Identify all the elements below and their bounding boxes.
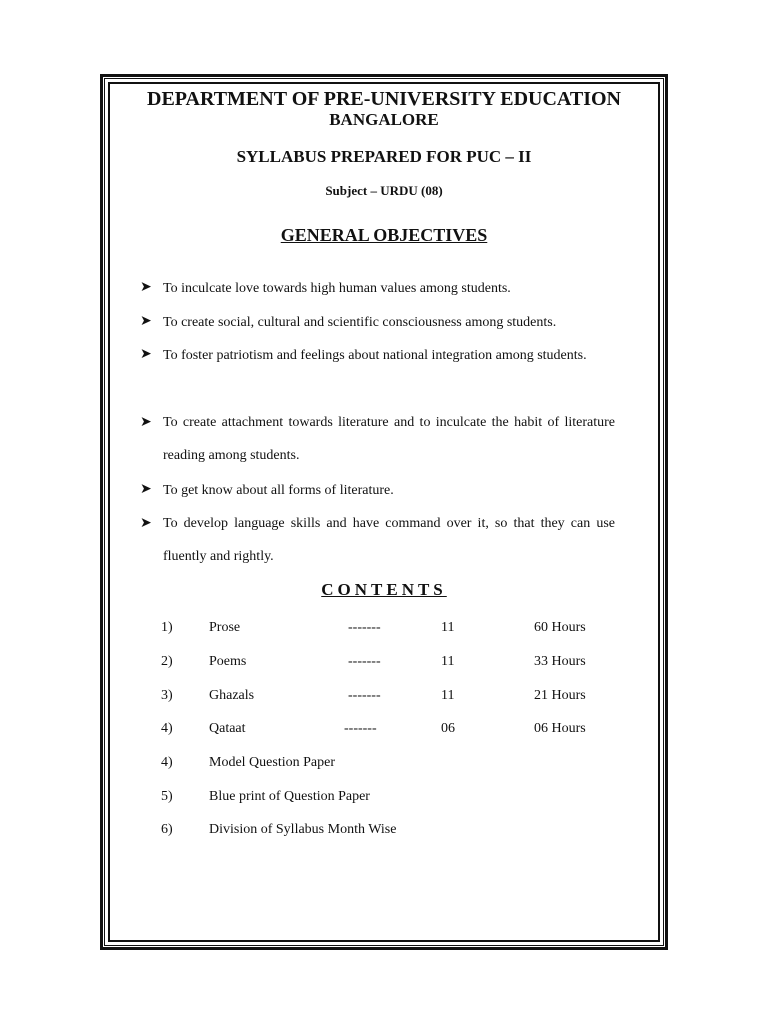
row-item: Poems [209, 654, 247, 669]
row-hours: 21 Hours [534, 688, 586, 703]
objective-item: To inculcate love towards high human values among students. [163, 281, 511, 296]
row-dash: ------- [348, 654, 381, 669]
row-item: Division of Syllabus Month Wise [209, 822, 397, 837]
contents-row [0, 688, 768, 708]
arrow-bullet-icon: ➤ [140, 516, 152, 531]
row-dash: ------- [344, 721, 377, 736]
objective-item: To develop language skills and have command over it, so that they can use fluently and rightly. [163, 516, 615, 564]
row-item: Ghazals [209, 688, 255, 703]
row-number: 2) [161, 654, 173, 669]
row-count: 11 [441, 654, 455, 669]
objectives-title: GENERAL OBJECTIVES [280, 225, 488, 245]
objective-item: To foster patriotism and feelings about national integration among students. [163, 348, 587, 363]
contents-row [0, 755, 768, 775]
row-dash: ------- [348, 688, 381, 703]
row-number: 5) [161, 789, 173, 804]
row-number: 4) [161, 755, 173, 770]
arrow-bullet-icon: ➤ [140, 314, 152, 329]
contents-row [0, 620, 768, 640]
department-heading: DEPARTMENT OF PRE-UNIVERSITY EDUCATION [147, 88, 621, 110]
objective-item: To create attachment towards literature and to inculcate the habit of literature reading among students. [163, 415, 615, 463]
row-item: Prose [209, 620, 241, 635]
arrow-bullet-icon: ➤ [140, 482, 152, 497]
row-count: 11 [441, 688, 455, 703]
row-item: Model Question Paper [209, 755, 335, 770]
contents-row [0, 721, 768, 741]
arrow-bullet-icon: ➤ [140, 280, 152, 295]
contents-title: CONTENTS [321, 580, 447, 599]
contents-row [0, 654, 768, 674]
contents-row [0, 789, 768, 809]
row-hours: 06 Hours [534, 721, 586, 736]
row-count: 06 [441, 721, 455, 736]
row-count: 11 [441, 620, 455, 635]
row-hours: 33 Hours [534, 654, 586, 669]
row-number: 6) [161, 822, 173, 837]
row-item: Qataat [209, 721, 246, 736]
objective-item: To create social, cultural and scientific consciousness among students. [163, 315, 557, 330]
arrow-bullet-icon: ➤ [140, 415, 152, 430]
objective-item: To get know about all forms of literature. [163, 483, 394, 498]
row-dash: ------- [348, 620, 381, 635]
row-number: 1) [161, 620, 173, 635]
row-item: Blue print of Question Paper [209, 789, 370, 804]
syllabus-heading: SYLLABUS PREPARED FOR PUC – II [236, 147, 532, 166]
row-number: 4) [161, 721, 173, 736]
city-heading: BANGALORE [329, 110, 439, 129]
arrow-bullet-icon: ➤ [140, 347, 152, 362]
subject-heading: Subject – URDU (08) [325, 183, 443, 198]
row-hours: 60 Hours [534, 620, 586, 635]
contents-row [0, 822, 768, 842]
row-number: 3) [161, 688, 173, 703]
